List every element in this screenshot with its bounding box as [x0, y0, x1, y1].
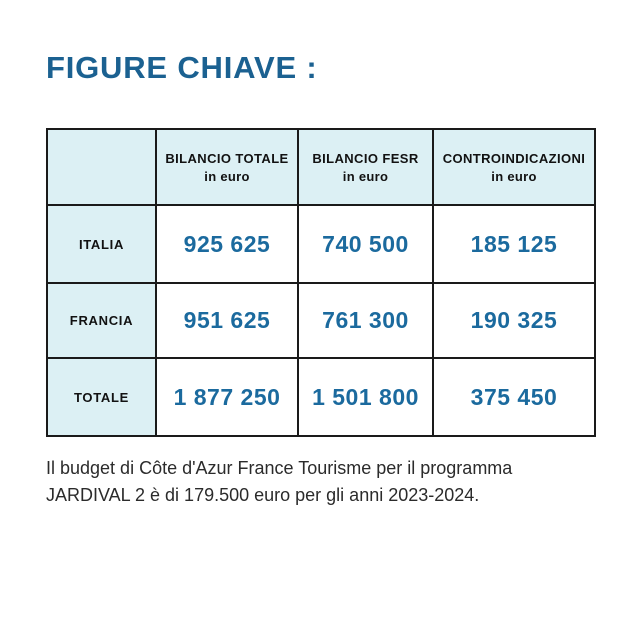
column-sublabel: in euro	[491, 168, 537, 184]
row-label-italia: ITALIA	[47, 205, 156, 283]
column-header-controindicazioni	[433, 129, 595, 205]
column-header-bilancio-totale	[156, 129, 298, 205]
table-row-italia	[47, 205, 595, 283]
table-header-row	[47, 129, 595, 205]
column-sublabel: in euro	[204, 168, 250, 184]
cell-totale-bilancio-fesr: 1 501 800	[298, 358, 433, 436]
cell-italia-controindicazioni: 185 125	[433, 205, 595, 283]
cell-italia-bilancio-fesr: 740 500	[298, 205, 433, 283]
cell-francia-bilancio-totale: 951 625	[156, 283, 298, 358]
footer-note-line-1: Il budget di Côte d'Azur France Tourisme per il programma	[46, 458, 513, 478]
cell-francia-controindicazioni: 190 325	[433, 283, 595, 358]
table-row-francia	[47, 283, 595, 358]
column-label: CONTROINDICAZIONI	[442, 150, 586, 166]
cell-totale-controindicazioni: 375 450	[433, 358, 595, 436]
column-header-bilancio-fesr	[298, 129, 433, 205]
page-title: FIGURE CHIAVE :	[46, 50, 318, 85]
column-label: BILANCIO FESR	[312, 150, 419, 166]
corner-cell	[47, 129, 156, 205]
row-label-francia: FRANCIA	[47, 283, 156, 358]
key-figures-table	[46, 128, 596, 437]
column-sublabel: in euro	[342, 168, 389, 184]
footer-note	[46, 455, 566, 509]
cell-francia-bilancio-fesr: 761 300	[298, 283, 433, 358]
cell-totale-bilancio-totale: 1 877 250	[156, 358, 298, 436]
row-label-totale: TOTALE	[47, 358, 156, 436]
column-label: BILANCIO TOTALE	[165, 150, 289, 166]
cell-italia-bilancio-totale: 925 625	[156, 205, 298, 283]
footer-note-line-2: JARDIVAL 2 è di 179.500 euro per gli anni 2023-2024.	[46, 485, 480, 505]
table-row-totale	[47, 358, 595, 436]
